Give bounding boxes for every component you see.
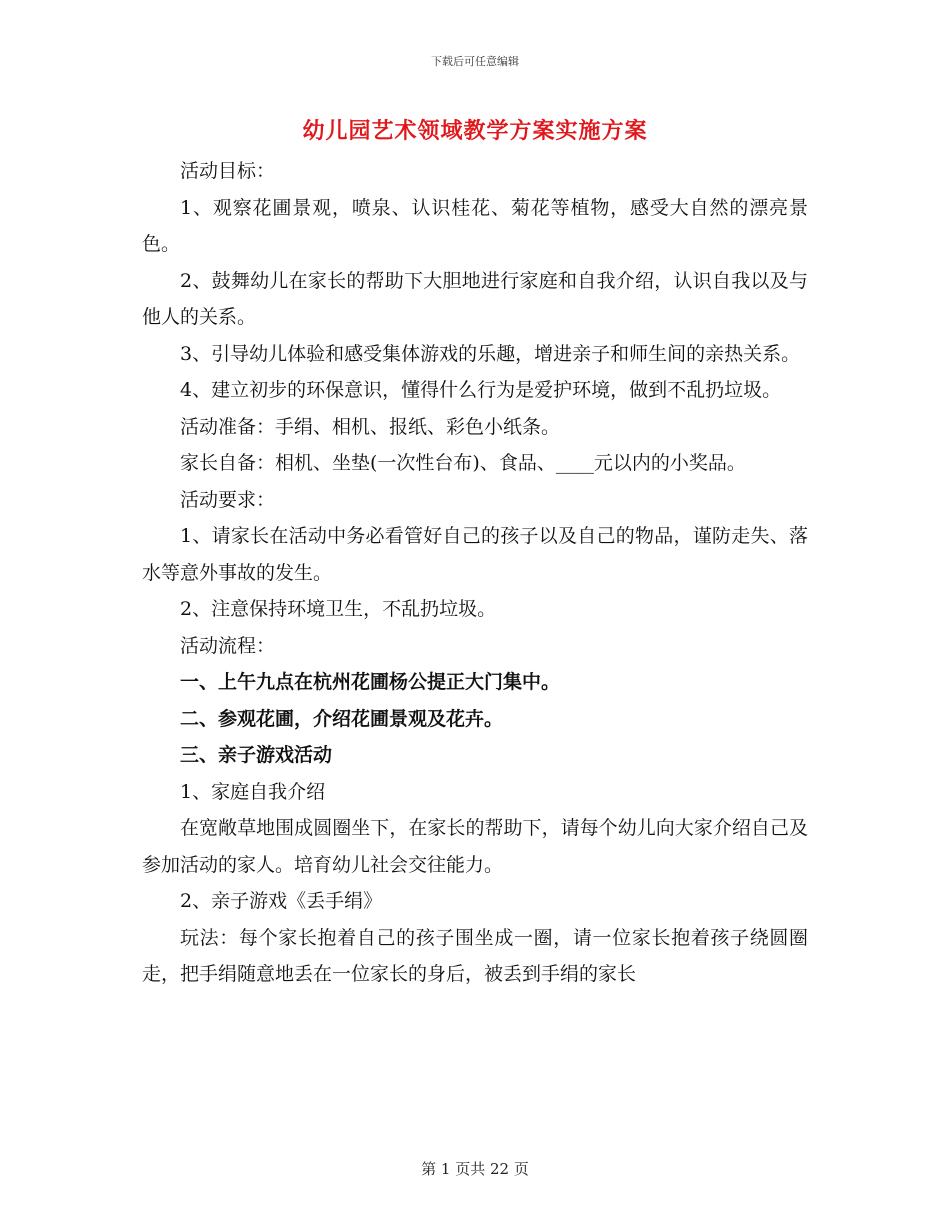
process-step-1: 一、上午九点在杭州花圃杨公提正大门集中。 bbox=[180, 671, 561, 693]
section-heading-process: 活动流程： bbox=[180, 634, 276, 657]
requirement-item-1: 1、请家长在活动中务必看管好自己的孩子以及自己的物品，谨防走失、落水等意外事故的发生。 bbox=[142, 525, 808, 584]
goal-item-1: 1、观察花圃景观，喷泉、认识桂花、菊花等植物，感受大自然的漂亮景色。 bbox=[142, 196, 808, 255]
activity-description-2: 玩法：每个家长抱着自己的孩子围坐成一圈，请一位家长抱着孩子绕圆圈走，把手绢随意地丢在一位家长的身后，被丢到手绢的家长 bbox=[142, 926, 808, 985]
section-heading-goals: 活动目标： bbox=[180, 160, 276, 182]
document-title: 幼儿园艺术领域教学方案实施方案 bbox=[302, 118, 648, 144]
requirement-item-2: 2、注意保持环境卫生，不乱扔垃圾。 bbox=[180, 598, 497, 620]
process-step-3: 三、亲子游戏活动 bbox=[180, 744, 333, 766]
page-footer: 第 1 页共 22 页 bbox=[421, 1160, 529, 1178]
document-body bbox=[142, 153, 808, 993]
activity-description-1: 在宽敞草地围成圆圈坐下，在家长的帮助下，请每个幼儿向大家介绍自己及参加活动的家人。培育幼儿社会交往能力。 bbox=[142, 817, 808, 876]
process-step-2: 二、参观花圃，介绍花圃景观及花卉。 bbox=[180, 707, 504, 730]
activity-heading-2: 2、亲子游戏《丢手绢》 bbox=[180, 890, 383, 912]
header-note: 下载后可任意编辑 bbox=[431, 55, 519, 68]
activity-heading-1: 1、家庭自我介绍 bbox=[180, 780, 326, 803]
preparation-paragraph: 活动准备：手绢、相机、报纸、彩色小纸条。 bbox=[180, 415, 561, 438]
section-heading-requirements: 活动要求： bbox=[180, 488, 276, 511]
parent-items-paragraph: 家长自备：相机、坐垫(一次性台布)、食品、____元以内的小奖品。 bbox=[180, 452, 746, 474]
goal-item-2: 2、鼓舞幼儿在家长的帮助下大胆地进行家庭和自我介绍，认识自我以及与他人的关系。 bbox=[142, 269, 808, 328]
goal-item-3: 3、引导幼儿体验和感受集体游戏的乐趣，增进亲子和师生间的亲热关系。 bbox=[180, 342, 801, 365]
goal-item-4: 4、建立初步的环保意识，懂得什么行为是爱护环境，做到不乱扔垃圾。 bbox=[180, 379, 782, 401]
